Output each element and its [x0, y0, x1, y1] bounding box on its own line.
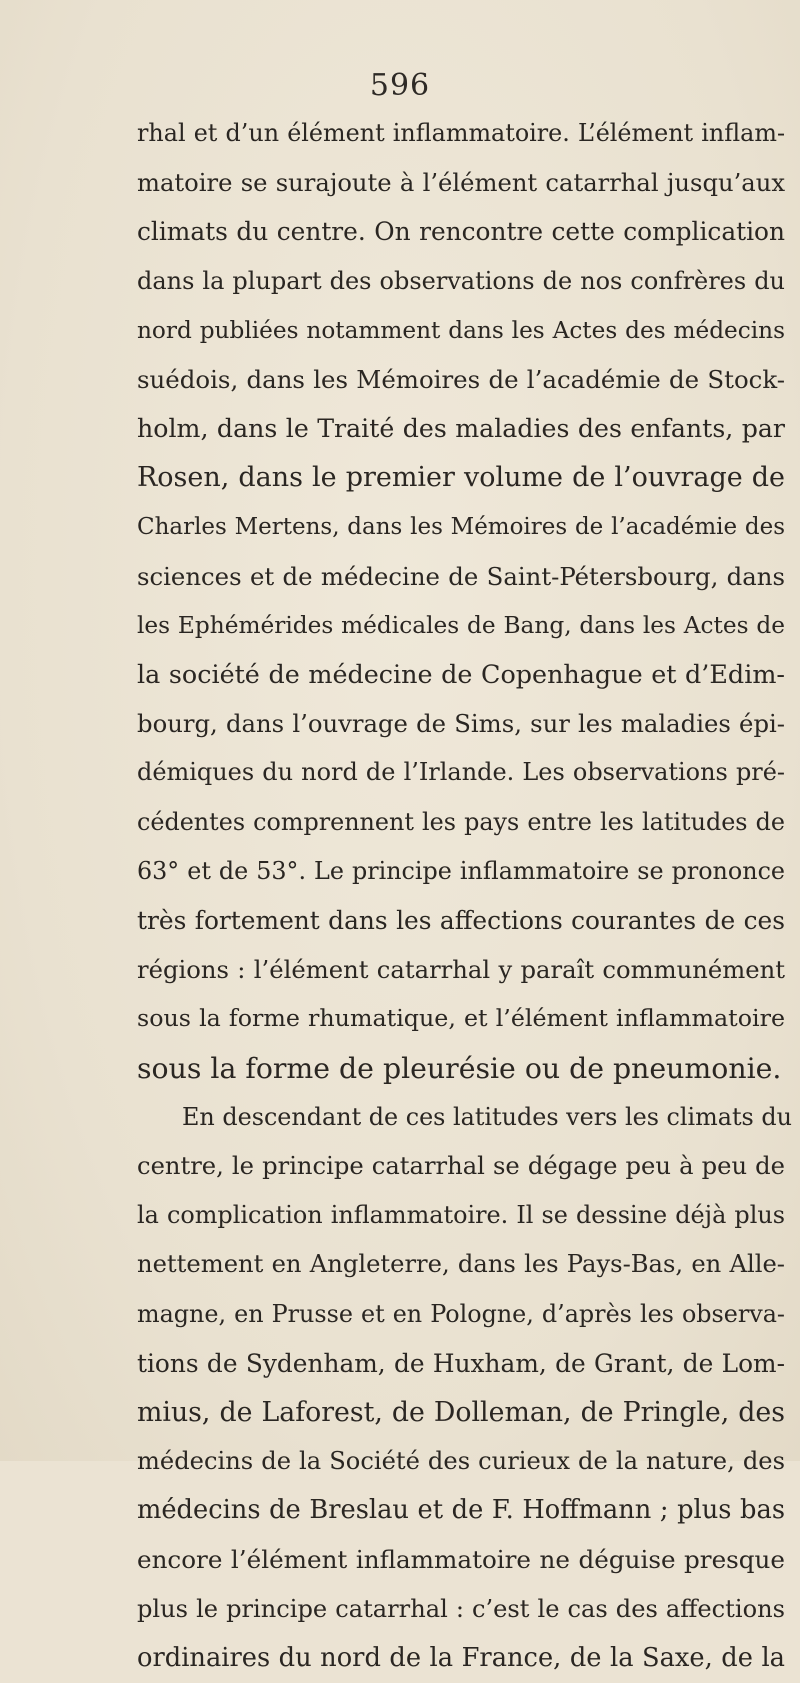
- text-line: encore l’élément inflammatoire ne déguise presque: [137, 1545, 785, 1575]
- text-line: Charles Mertens, dans les Mémoires de l’académie des: [137, 513, 785, 540]
- text-line: les Ephémérides médicales de Bang, dans les Actes de: [137, 611, 785, 639]
- text-line: très fortement dans les affections courantes de ces: [137, 906, 785, 935]
- body-text: [137, 109, 792, 1683]
- text-line: nettement en Angleterre, dans les Pays-Bas, en Alle-: [137, 1250, 785, 1279]
- text-line: suédois, dans les Mémoires de l’académie de Stock-: [137, 364, 785, 394]
- text-line: 63° et de 53°. Le principe inflammatoire se prononce: [137, 856, 785, 885]
- text-line: centre, le principe catarrhal se dégage peu à peu de: [137, 1151, 785, 1180]
- text-line: nord publiées notamment dans les Actes des médecins: [137, 316, 785, 344]
- text-line: la complication inflammatoire. Il se dessine déjà plus: [137, 1201, 785, 1230]
- text-line: cédentes comprennent les pays entre les latitudes de: [137, 807, 785, 836]
- text-line: magne, en Prusse et en Pologne, d’après les observa-: [137, 1299, 785, 1328]
- text-line: médecins de Breslau et de F. Hoffmann ; plus bas: [137, 1495, 785, 1526]
- paragraph-1: [137, 109, 785, 1093]
- page-number: 596: [369, 68, 431, 103]
- text-line: mius, de Laforest, de Dolleman, de Pringle, des: [137, 1396, 785, 1428]
- text-line: plus le principe catarrhal : c’est le cas des affections: [137, 1594, 785, 1623]
- text-line: sous la forme rhumatique, et l’élément inflammatoire: [137, 1004, 785, 1033]
- text-line: bourg, dans l’ouvrage de Sims, sur les maladies épi-: [137, 709, 785, 739]
- text-line: médecins de la Société des curieux de la nature, des: [137, 1447, 785, 1476]
- text-line: Rosen, dans le premier volume de l’ouvrage de: [137, 462, 785, 494]
- text-line: climats du centre. On rencontre cette complication: [137, 217, 785, 247]
- text-line: holm, dans le Traité des maladies des enfants, par: [137, 414, 785, 444]
- text-line: démiques du nord de l’Irlande. Les observations pré-: [137, 758, 785, 787]
- text-line: sous la forme de pleurésie ou de pneumonie.: [137, 1051, 782, 1085]
- text-line: régions : l’élément catarrhal y paraît communément: [137, 955, 785, 985]
- text-line: ordinaires du nord de la France, de la Saxe, de la: [137, 1642, 785, 1673]
- text-line: dans la plupart des observations de nos confrères du: [137, 266, 785, 295]
- text-line: En descendant de ces latitudes vers les climats du: [182, 1102, 792, 1131]
- text-line: matoire se surajoute à l’élément catarrhal jusqu’aux: [137, 168, 785, 198]
- text-line: tions de Sydenham, de Huxham, de Grant, de Lom-: [137, 1348, 785, 1378]
- text-line: rhal et d’un élément inflammatoire. L’élément inflam-: [137, 119, 785, 147]
- text-line: la société de médecine de Copenhague et d’Edim-: [137, 659, 785, 690]
- text-line: sciences et de médecine de Saint-Pétersbourg, dans: [137, 561, 785, 591]
- paragraph-2: [137, 1093, 792, 1683]
